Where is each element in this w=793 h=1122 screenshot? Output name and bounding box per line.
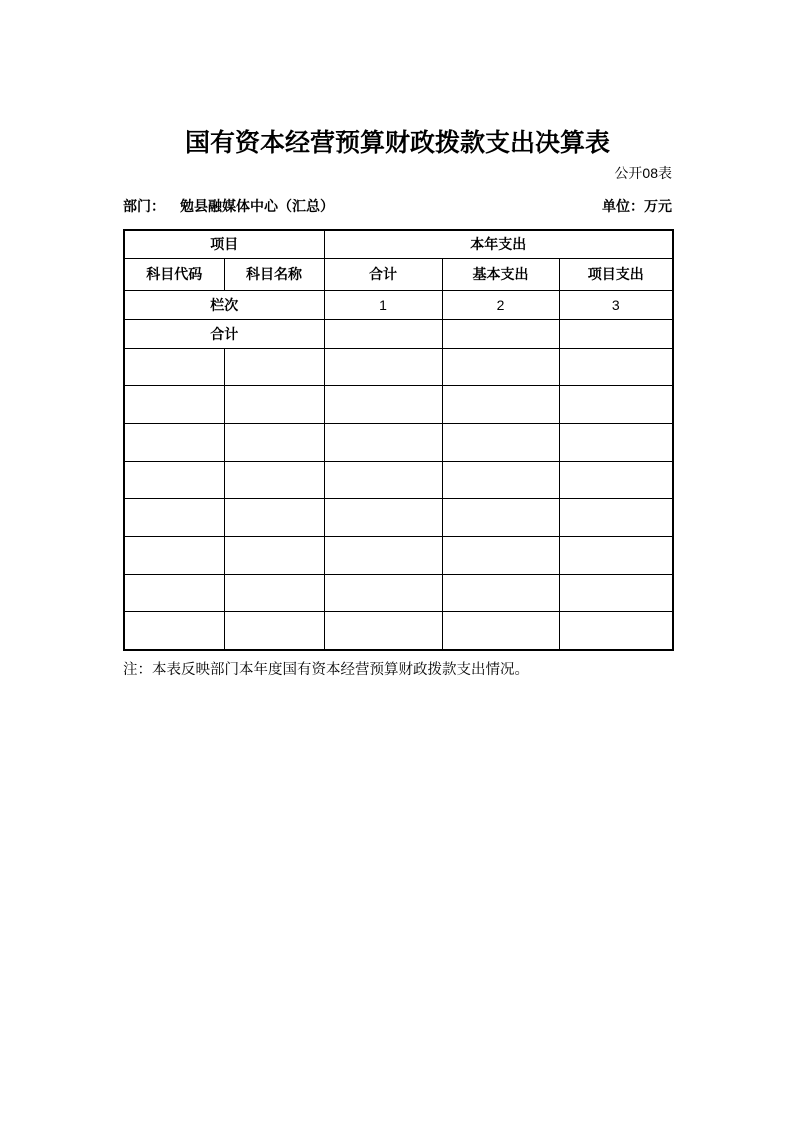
empty-cell <box>324 499 442 537</box>
empty-cell <box>442 499 559 537</box>
empty-cell <box>124 348 224 386</box>
empty-cell <box>224 461 324 499</box>
empty-cell <box>559 348 673 386</box>
group-header-current-year: 本年支出 <box>324 230 673 258</box>
empty-cell <box>559 612 673 650</box>
empty-data-row <box>124 612 673 650</box>
empty-cell <box>324 461 442 499</box>
column-header-subject-name: 科目名称 <box>224 258 324 290</box>
empty-cell <box>324 348 442 386</box>
empty-cell <box>442 386 559 424</box>
empty-cell <box>224 348 324 386</box>
empty-cell <box>224 499 324 537</box>
empty-cell <box>124 574 224 612</box>
empty-cell <box>324 574 442 612</box>
empty-data-row <box>124 461 673 499</box>
meta-row <box>123 196 672 216</box>
column-header-row <box>124 258 673 290</box>
table-body-empty-rows <box>124 348 673 650</box>
column-header-total: 合计 <box>324 258 442 290</box>
empty-cell <box>224 423 324 461</box>
empty-cell <box>559 461 673 499</box>
column-index-3: 3 <box>559 290 673 319</box>
empty-cell <box>442 612 559 650</box>
total-row-basic-cell <box>442 319 559 348</box>
empty-cell <box>559 536 673 574</box>
empty-cell <box>324 612 442 650</box>
empty-cell <box>224 536 324 574</box>
empty-cell <box>559 499 673 537</box>
empty-cell <box>442 461 559 499</box>
empty-data-row <box>124 386 673 424</box>
empty-cell <box>559 423 673 461</box>
empty-cell <box>224 574 324 612</box>
form-code-label: 公开08表 <box>614 165 672 181</box>
empty-data-row <box>124 499 673 537</box>
expenditure-table <box>123 229 674 651</box>
page-title: 国有资本经营预算财政拨款支出决算表 <box>184 129 610 157</box>
empty-cell <box>124 612 224 650</box>
empty-cell <box>442 423 559 461</box>
column-index-1: 1 <box>324 290 442 319</box>
empty-cell <box>442 536 559 574</box>
column-header-subject-code: 科目代码 <box>124 258 224 290</box>
empty-data-row <box>124 348 673 386</box>
empty-data-row <box>124 574 673 612</box>
total-row <box>124 319 673 348</box>
empty-cell <box>559 386 673 424</box>
department-value: 勉县融媒体中心（汇总） <box>180 198 334 214</box>
empty-cell <box>324 386 442 424</box>
empty-cell <box>124 499 224 537</box>
table-head-rows <box>124 230 673 348</box>
empty-cell <box>324 423 442 461</box>
empty-cell <box>124 386 224 424</box>
empty-cell <box>124 461 224 499</box>
empty-data-row <box>124 536 673 574</box>
total-row-total-cell <box>324 319 442 348</box>
unit-label: 单位：万元 <box>602 198 672 214</box>
column-header-basic-expenditure: 基本支出 <box>442 258 559 290</box>
column-header-project-expenditure: 项目支出 <box>559 258 673 290</box>
empty-cell <box>124 423 224 461</box>
total-row-label: 合计 <box>124 319 324 348</box>
empty-cell <box>224 386 324 424</box>
total-row-project-cell <box>559 319 673 348</box>
empty-cell <box>442 574 559 612</box>
group-header-project: 项目 <box>124 230 324 258</box>
empty-cell <box>224 612 324 650</box>
footnote: 注：本表反映部门本年度国有资本经营预算财政拨款支出情况。 <box>123 661 529 678</box>
department-label: 部门： <box>123 198 165 214</box>
document-content <box>123 0 672 680</box>
column-index-row <box>124 290 673 319</box>
column-index-2: 2 <box>442 290 559 319</box>
empty-cell <box>124 536 224 574</box>
column-index-label: 栏次 <box>124 290 324 319</box>
empty-cell <box>442 348 559 386</box>
empty-cell <box>559 574 673 612</box>
empty-cell <box>324 536 442 574</box>
group-header-row <box>124 230 673 258</box>
department-line <box>123 196 334 216</box>
empty-data-row <box>124 423 673 461</box>
